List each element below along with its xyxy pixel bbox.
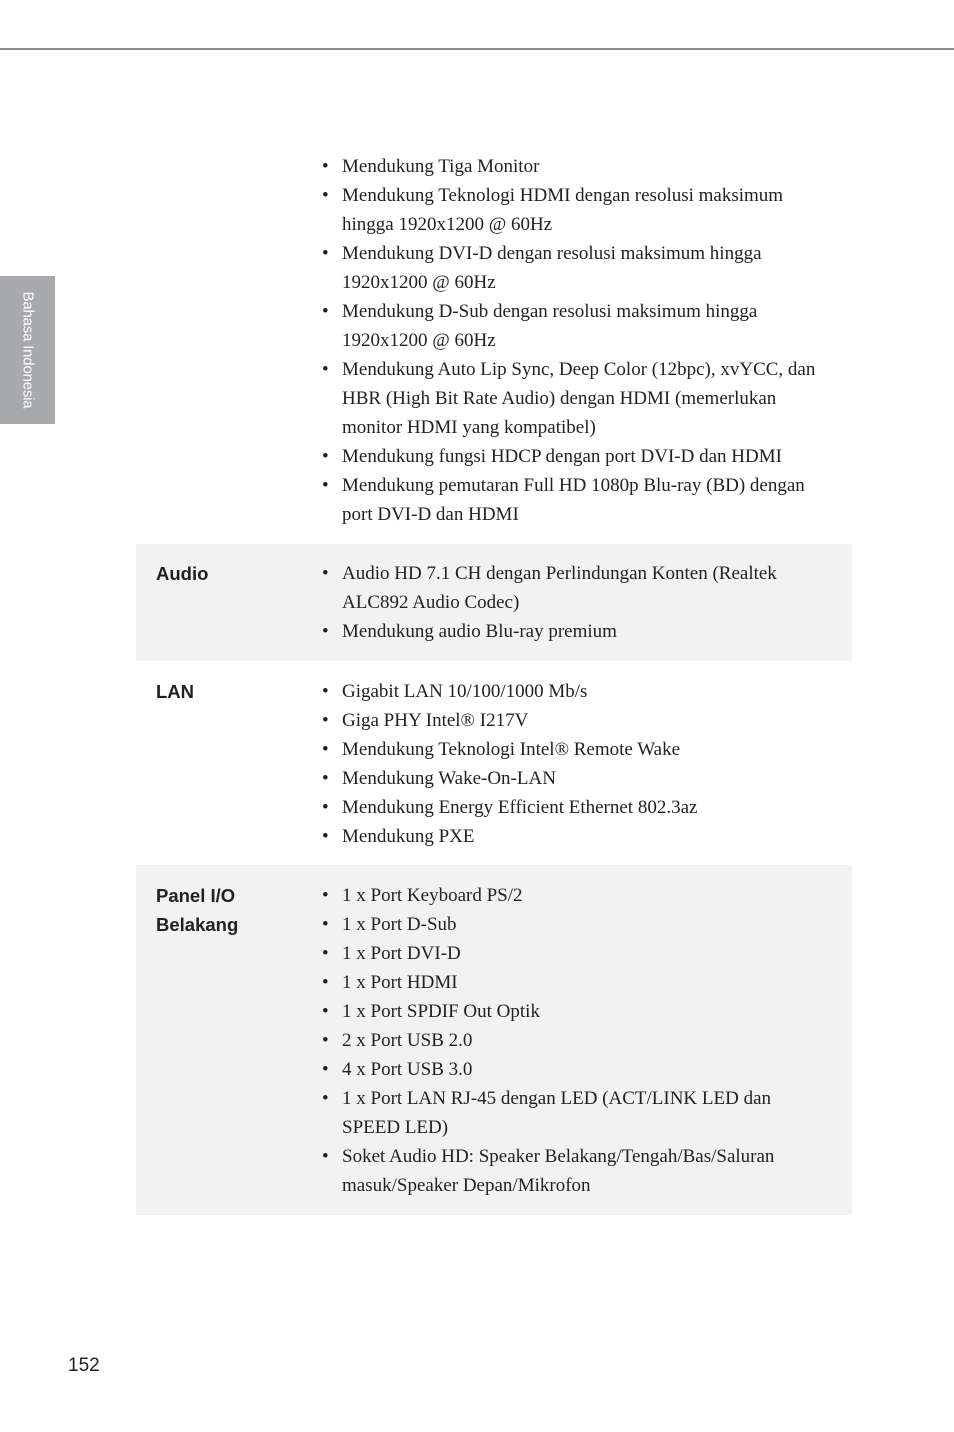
- list-item: • 1 x Port DVI-D: [342, 939, 832, 968]
- spec-label-rear-io-line2: Belakang: [156, 914, 239, 935]
- list-item: • Audio HD 7.1 CH dengan Perlindungan Konten (Realtek ALC892 Audio Codec): [342, 559, 832, 617]
- list-item: • 1 x Port LAN RJ-45 dengan LED (ACT/LINK LED dan SPEED LED): [342, 1084, 832, 1142]
- list-item: • Giga PHY Intel® I217V: [342, 706, 832, 735]
- list-item: • Mendukung Tiga Monitor: [342, 152, 832, 181]
- audio-feature-list: [342, 559, 832, 646]
- list-item: • Mendukung Auto Lip Sync, Deep Color (12bpc), xvYCC, dan HBR (High Bit Rate Audio) dengan HDMI (memerlukan monitor HDMI yang kompatibel): [342, 355, 832, 442]
- spec-label-rear-io-line1: Panel I/O: [156, 885, 236, 906]
- spec-label-lan: LAN: [156, 681, 195, 702]
- list-item: • Gigabit LAN 10/100/1000 Mb/s: [342, 677, 832, 706]
- list-item: • 1 x Port D-Sub: [342, 910, 832, 939]
- spec-row-lan: [136, 661, 852, 865]
- list-item: • Mendukung Teknologi HDMI dengan resolusi maksimum hingga 1920x1200 @ 60Hz: [342, 181, 832, 239]
- list-item: • Mendukung Wake-On-LAN: [342, 764, 832, 793]
- list-item: • 1 x Port SPDIF Out Optik: [342, 997, 832, 1026]
- language-side-tab-label: Bahasa Indonesia: [19, 291, 36, 409]
- spec-row-audio: [136, 544, 852, 661]
- spec-row-rear-io: [136, 865, 852, 1215]
- lan-feature-list: [342, 677, 832, 851]
- list-item: • 1 x Port HDMI: [342, 968, 832, 997]
- list-item: • 1 x Port Keyboard PS/2: [342, 881, 832, 910]
- list-item: • Mendukung Teknologi Intel® Remote Wake: [342, 735, 832, 764]
- list-item: • Mendukung Energy Efficient Ethernet 802.3az: [342, 793, 832, 822]
- list-item: • Mendukung audio Blu-ray premium: [342, 617, 832, 646]
- list-item: • Mendukung fungsi HDCP dengan port DVI-D dan HDMI: [342, 442, 832, 471]
- spec-label-rear-io: [156, 881, 238, 939]
- list-item: • Mendukung pemutaran Full HD 1080p Blu-ray (BD) dengan port DVI-D dan HDMI: [342, 471, 832, 529]
- rear-io-feature-list: [342, 881, 832, 1200]
- page-number: 152: [68, 1355, 100, 1376]
- list-item: • 4 x Port USB 3.0: [342, 1055, 832, 1084]
- language-side-tab: [0, 276, 55, 424]
- list-item: • Mendukung D-Sub dengan resolusi maksimum hingga 1920x1200 @ 60Hz: [342, 297, 832, 355]
- list-item: • Mendukung PXE: [342, 822, 832, 851]
- list-item: • Mendukung DVI-D dengan resolusi maksimum hingga 1920x1200 @ 60Hz: [342, 239, 832, 297]
- video-feature-list: [342, 152, 832, 529]
- spec-label-audio: Audio: [156, 563, 209, 584]
- spec-row-video: [136, 152, 852, 532]
- header-rule: [0, 48, 954, 50]
- list-item: • 2 x Port USB 2.0: [342, 1026, 832, 1055]
- list-item: • Soket Audio HD: Speaker Belakang/Tengah/Bas/Saluran masuk/Speaker Depan/Mikrofon: [342, 1142, 832, 1200]
